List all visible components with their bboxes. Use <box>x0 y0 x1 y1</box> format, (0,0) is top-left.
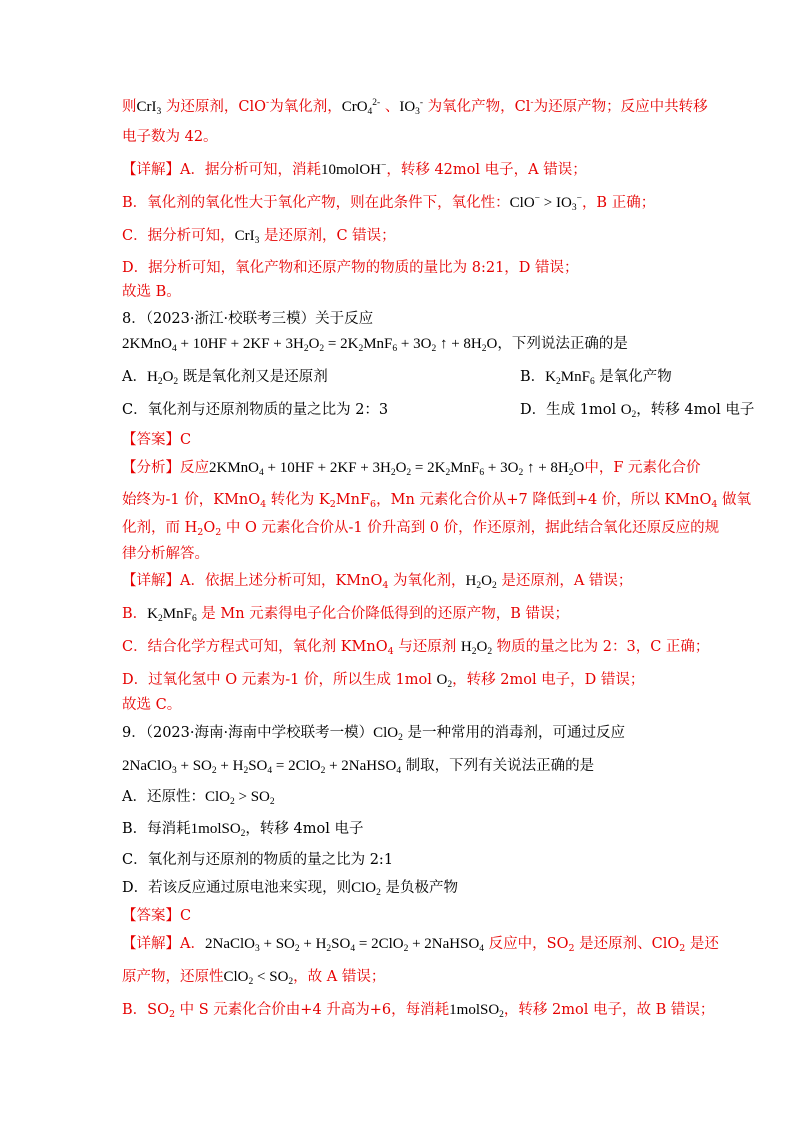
analysis-8-line-3: 化剂，而 $H_2O_2$ 中 O 元素化合价从-1 价升高到 0 价，作还原剂，据此结合氧化还原反应的规 <box>122 520 720 538</box>
question-9-title: 9．（2023·海南·海南中学校联考一模）ClO$_2$ 是一种常用的消毒剂，可通过反应 <box>122 725 625 743</box>
detail-8-line-2: B．$K_2MnF_6$ 是 Mn 元素得电子化合价降低得到的还原产物，B 错误； <box>122 606 569 624</box>
analysis-8-line-2: 始终为-1 价，KMnO$_4$ 转化为 $K_2MnF_6$，Mn 元素化合价从+7 降低到+4 价，所以 KMnO$_4$ 做氧 <box>122 492 752 510</box>
question-9-option-d: D．若该反应通过原电池来实现，则ClO$_2$ 是负极产物 <box>122 880 458 898</box>
question-8-title: 8．（2023·浙江·校联考三模）关于反应 <box>122 311 374 327</box>
detail-9-line-3: B．$SO_2$ 中 S 元素化合价由+4 升高为+6，每消耗1molSO$_2$，转移 2mol 电子，故 B 错误； <box>122 1002 715 1020</box>
analysis-8-line-1: 【分析】反应2KMnO$_4$ + $10HF + 2KF + 3H_2O_2 = 2K_2MnF_6 + 3O_2$ ↑ + $8H_2O$中，F 元素化合价 <box>122 460 701 478</box>
text-line-1: 则CrI$_3$ 为还原剂，ClO-为氧化剂，CrO$_4^{2-}$ 、$IO_3^-$ 为氧化产物，Cl-为还原产物；反应中共转移 <box>122 97 708 117</box>
question-8-options-ab: A．$H_2O_2$ 既是氧化剂又是还原剂 B．$K_2MnF_6$ 是氧化产物 <box>122 369 672 387</box>
question-8-options-cd: C．氧化剂与还原剂物质的量之比为 2：3 D．生成 1mol $O_2$，转移 4mol 电子 <box>122 402 755 420</box>
question-9-equation: 2NaClO$_3$ + $SO_2 + H_2SO_4 = 2ClO_2$ + 2NaHSO$_4$ 制取，下列有关说法正确的是 <box>122 758 595 776</box>
text-line-3: 【详解】A．据分析可知，消耗10molOH−，转移 42mol 电子，A 错误； <box>122 161 587 178</box>
text-line-2: 电子数为 42。 <box>122 129 218 145</box>
detail-8-line-3: C．结合化学方程式可知，氧化剂 KMnO$_4$ 与还原剂 $H_2O_2$ 物质的量之比为 2：3，C 正确； <box>122 639 710 657</box>
question-9-option-b: B．每消耗1molSO$_2$，转移 4mol 电子 <box>122 821 364 839</box>
text-line-5: C．据分析可知，CrI$_3$ 是还原剂，C 错误； <box>122 228 396 246</box>
analysis-8-line-4: 律分析解答。 <box>122 546 209 562</box>
answer-9: 【答案】C <box>122 908 192 924</box>
detail-9-line-1: 【详解】A．2NaClO$_3$ + $SO_2 + H_2SO_4 = 2ClO_2$ + 2NaHSO$_4$ 反应中，$SO_2$ 是还原剂、ClO$_2$ 是还 <box>122 936 719 954</box>
text-line-6: D．据分析可知，氧化产物和还原产物的物质的量比为 8:21，D 错误； <box>122 260 579 276</box>
detail-8-line-5: 故选 C。 <box>122 697 182 713</box>
text-line-7: 故选 B。 <box>122 284 181 300</box>
detail-8-line-4: D．过氧化氢中 O 元素为-1 价，所以生成 1mol $O_2$，转移 2mol 电子，D 错误； <box>122 672 645 690</box>
question-9-option-a: A．还原性：$ClO_2 > SO_2$ <box>122 789 275 807</box>
text-line-4: B．氧化剂的氧化性大于氧化产物，则在此条件下，氧化性：$ClO^- > IO_3^-$，B 正确； <box>122 194 656 213</box>
detail-8-line-1: 【详解】A．依据上述分析可知，KMnO$_4$ 为氧化剂，$H_2O_2$ 是还原剂，A 错误； <box>122 573 633 591</box>
answer-8: 【答案】C <box>122 432 192 448</box>
question-8-equation: 2KMnO$_4$ + $10HF + 2KF + 3H_2O_2 = 2K_2MnF_6 + 3O_2$ ↑ + $8H_2O$，下列说法正确的是 <box>122 336 628 354</box>
question-9-option-c: C．氧化剂与还原剂的物质的量之比为 2:1 <box>122 852 394 868</box>
detail-9-line-2: 原产物，还原性$ClO_2 < SO_2$，故 A 错误； <box>122 969 386 987</box>
